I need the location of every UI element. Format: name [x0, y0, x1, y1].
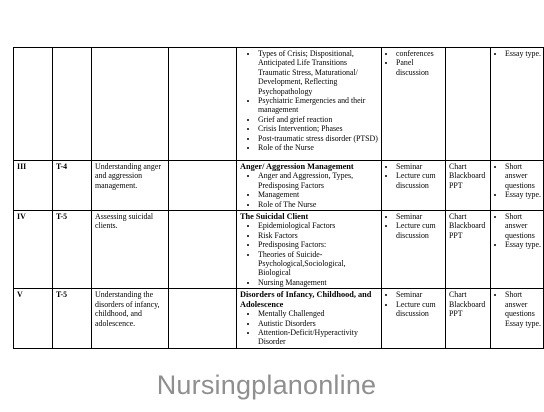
list-item: • Short answer questions Essay type.: [505, 290, 541, 328]
list-item: • Seminar: [396, 212, 443, 221]
list-item: • Lecture cum discussion: [396, 171, 443, 190]
blank-cell: [169, 289, 237, 349]
content-cell: [237, 211, 382, 289]
list-item: • Panel discussion: [396, 58, 443, 77]
content-cell: [237, 48, 382, 161]
list-item: • Management: [258, 190, 379, 199]
evaluation-list: [494, 162, 541, 200]
list-item: • Lecture cum discussion: [396, 221, 443, 240]
table-row: [14, 289, 544, 349]
objective-cell: Assessing suicidal clients.: [92, 211, 169, 289]
list-item: • Psychiatric Emergencies and their management: [258, 96, 379, 115]
table-row: [14, 211, 544, 289]
list-item: • conferences: [396, 49, 443, 58]
content-list: [240, 221, 379, 287]
syllabus-table: [13, 47, 544, 349]
objective-cell: Understanding the disorders of infancy, childhood, and adolescence.: [92, 289, 169, 349]
blank-cell: [169, 48, 237, 161]
methods-list: [385, 212, 443, 240]
list-item: • Grief and grief reaction: [258, 115, 379, 124]
unit-cell: IV: [14, 211, 53, 289]
content-list: [240, 49, 379, 152]
time-cell: [53, 48, 92, 161]
methods-cell: [382, 48, 446, 161]
list-item: • Predisposing Factors:: [258, 240, 379, 249]
content-list: [240, 171, 379, 209]
list-item: • Autistic Disorders: [258, 319, 379, 328]
time-cell: T-5: [53, 289, 92, 349]
list-item: • Essay type.: [505, 190, 541, 199]
evaluation-list: [494, 212, 541, 250]
list-item: • Epidemiological Factors: [258, 221, 379, 230]
evaluation-list: [494, 49, 541, 58]
unit-cell: III: [14, 161, 53, 211]
list-item: • Crisis Intervention; Phases: [258, 124, 379, 133]
watermark-text: Nursingplanonline: [156, 370, 377, 400]
topic-title: The Suicidal Client: [240, 212, 309, 222]
list-item: • Theories of Suicide- Psychological,Sociological, Biological: [258, 250, 379, 278]
content-list: [240, 309, 379, 347]
list-item: • Anger and Aggression, Types, Predisposing Factors: [258, 171, 379, 190]
methods-cell: [382, 289, 446, 349]
blank-cell: [169, 161, 237, 211]
aids-cell: Chart Blackboard PPT: [446, 211, 491, 289]
time-cell: T-5: [53, 211, 92, 289]
methods-list: [385, 162, 443, 190]
objective-cell: [92, 48, 169, 161]
list-item: • Essay type.: [505, 240, 541, 249]
topic-title: Anger/ Aggression Management: [240, 162, 354, 171]
content-cell: [237, 161, 382, 211]
content-cell: [237, 289, 382, 349]
blank-cell: [169, 211, 237, 289]
evaluation-list: [494, 290, 541, 328]
time-cell: T-4: [53, 161, 92, 211]
methods-cell: [382, 211, 446, 289]
list-item: • Seminar: [396, 290, 443, 299]
list-item: • Nursing Management: [258, 278, 379, 287]
list-item: • Seminar: [396, 162, 443, 171]
unit-cell: [14, 48, 53, 161]
evaluation-cell: [491, 289, 544, 349]
aids-cell: [446, 48, 491, 161]
list-item: • Short answer questions: [505, 162, 541, 190]
methods-list: [385, 290, 443, 318]
list-item: • Attention-Deficit/Hyperactivity Disorder: [258, 328, 379, 347]
list-item: • Mentally Challenged: [258, 309, 379, 318]
aids-cell: Chart Blackboard PPT: [446, 289, 491, 349]
topic-title: Disorders of Infancy, Childhood, and Adolescence: [240, 290, 372, 309]
evaluation-cell: [491, 161, 544, 211]
list-item: • Types of Crisis; Dispositional, Anticipated Life Transitions Traumatic Stress, Maturational/ Development, Reflecting Psychopathology: [258, 49, 379, 96]
evaluation-cell: [491, 48, 544, 161]
list-item: • Risk Factors: [258, 231, 379, 240]
methods-cell: [382, 161, 446, 211]
unit-cell: V: [14, 289, 53, 349]
evaluation-cell: [491, 211, 544, 289]
list-item: • Lecture cum discussion: [396, 300, 443, 319]
objective-cell: Understanding anger and aggression management.: [92, 161, 169, 211]
table-row: [14, 161, 544, 211]
list-item: • Essay type.: [505, 49, 541, 58]
aids-cell: Chart Blackboard PPT: [446, 161, 491, 211]
table-row: [14, 48, 544, 161]
list-item: • Short answer questions: [505, 212, 541, 240]
methods-list: [385, 49, 443, 77]
list-item: • Role of The Nurse: [258, 200, 379, 209]
list-item: • Post-traumatic stress disorder (PTSD): [258, 134, 379, 143]
list-item: • Role of the Nurse: [258, 143, 379, 152]
